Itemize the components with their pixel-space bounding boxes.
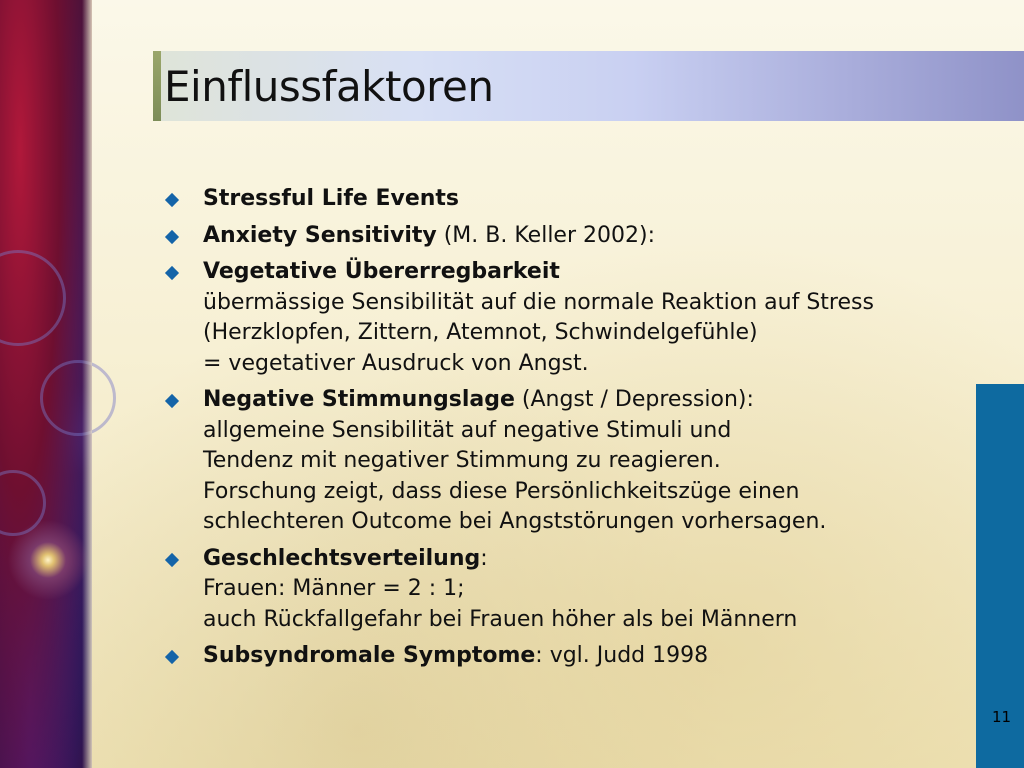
bullet-detail-line: auch Rückfallgefahr bei Frauen höher als bei Männern — [203, 606, 798, 632]
bullet-item — [164, 221, 964, 252]
diamond-bullet-icon — [165, 552, 179, 566]
bullet-detail-line: übermässige Sensibilität auf die normale Reaktion auf Stress — [203, 289, 874, 315]
bullet-heading-line — [203, 221, 964, 252]
decorative-ring — [40, 360, 116, 436]
slide-title: Einflussfaktoren — [164, 62, 494, 111]
bullet-heading-line — [203, 257, 964, 288]
bullet-heading: Negative Stimmungslage — [203, 387, 515, 412]
bullet-heading-rest: : vgl. Judd 1998 — [535, 643, 709, 668]
bullet-item — [164, 544, 964, 636]
bullet-heading-line — [203, 544, 964, 575]
bullet-heading-rest: : — [480, 545, 488, 571]
bullet-heading: Vegetative Übererregbarkeit — [203, 259, 560, 284]
bullet-list — [164, 184, 964, 678]
decorative-side-image — [0, 0, 92, 768]
bullet-heading: Stressful Life Events — [203, 186, 460, 211]
bullet-heading-line — [203, 184, 964, 215]
bullet-heading: Subsyndromale Symptome — [203, 643, 536, 668]
bullet-heading: Geschlechtsverteilung — [203, 545, 481, 571]
diamond-bullet-icon — [165, 229, 179, 243]
diamond-bullet-icon — [165, 650, 179, 664]
bullet-heading: Anxiety Sensitivity — [203, 222, 437, 248]
bullet-heading-line — [203, 641, 964, 672]
bullet-detail-line: = vegetativer Ausdruck von Angst. — [203, 350, 589, 376]
bullet-detail-line: Frauen: Männer = 2 : 1; — [203, 576, 465, 601]
bullet-detail-line: (Herzklopfen, Zittern, Atemnot, Schwindelgefühle) — [203, 320, 758, 345]
bullet-heading-rest: (Angst / Depression): — [514, 387, 754, 412]
bullet-item — [164, 641, 964, 672]
diamond-bullet-icon — [165, 193, 179, 207]
bullet-item — [164, 257, 964, 379]
diamond-bullet-icon — [165, 266, 179, 280]
diamond-bullet-icon — [165, 394, 179, 408]
bullet-item — [164, 385, 964, 538]
decorative-ring — [0, 470, 46, 536]
bullet-detail-line: Forschung zeigt, dass diese Persönlichkeitszüge einen — [203, 478, 800, 504]
bullet-heading-rest: (M. B. Keller 2002): — [436, 222, 655, 248]
bullet-item — [164, 184, 964, 215]
title-accent — [153, 51, 161, 121]
bullet-detail-line: Tendenz mit negativer Stimmung zu reagieren. — [203, 448, 721, 473]
bullet-detail-line: allgemeine Sensibilität auf negative Stimuli und — [203, 417, 732, 443]
bullet-detail-line: schlechteren Outcome bei Angststörungen vorhersagen. — [203, 509, 827, 534]
decorative-ring — [0, 250, 66, 346]
page-number: 11 — [992, 708, 1012, 726]
bullet-heading-line — [203, 385, 964, 416]
